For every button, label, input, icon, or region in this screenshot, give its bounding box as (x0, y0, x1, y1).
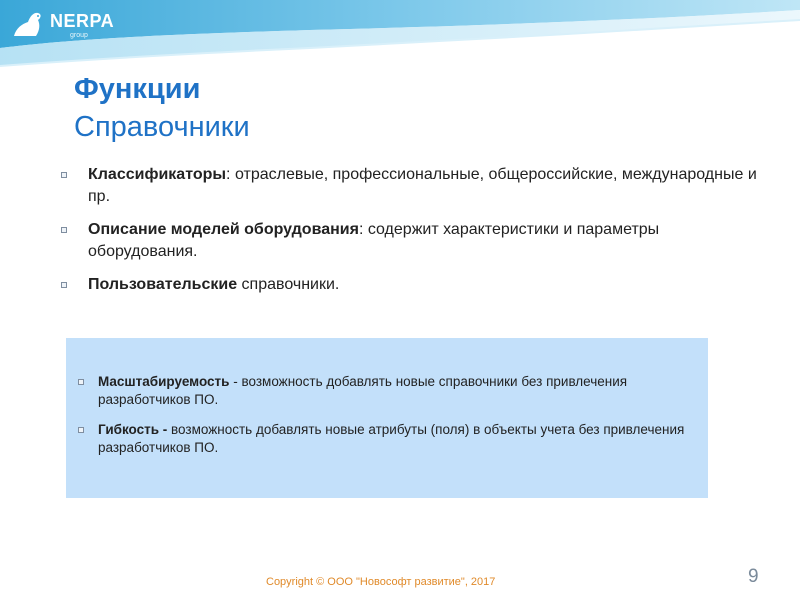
list-item-text: : отраслевые, профессиональные, общероссийские, международные и пр. (88, 166, 757, 205)
header-wave (0, 0, 800, 70)
bullet-icon (61, 227, 67, 233)
nerpa-logo (10, 8, 115, 40)
slide-subtitle: Справочники (74, 111, 250, 143)
list-item (58, 274, 758, 296)
list-item-bold: Пользовательские (88, 276, 238, 293)
slide-title: Функции (74, 73, 201, 105)
bullet-icon (78, 379, 84, 385)
list-item-text: - возможность добавлять новые справочники без привлечения разработчиков ПО. (98, 374, 628, 407)
list-item (76, 421, 696, 457)
highlight-list (76, 373, 696, 469)
seal-icon (10, 8, 48, 40)
list-item (58, 164, 758, 208)
list-item-bold: Масштабируемость (98, 374, 230, 389)
copyright-footer: Copyright © ООО "Новософт развитие", 2017 (266, 576, 496, 588)
bullet-icon (61, 282, 67, 288)
list-item (76, 373, 696, 409)
highlight-box (66, 338, 708, 498)
logo-subtext: group (70, 32, 88, 39)
bullet-icon (61, 172, 67, 178)
page-number: 9 (748, 566, 759, 587)
header-banner (0, 0, 800, 70)
list-item (58, 219, 758, 263)
logo-text: NERPA (50, 11, 115, 31)
list-item-text: : содержит характеристики и параметры оборудования. (88, 221, 660, 260)
bullet-icon (78, 427, 84, 433)
list-item-bold: Описание моделей оборудования (88, 221, 359, 238)
list-item-text: справочники. (237, 276, 340, 293)
list-item-bold: Гибкость - (98, 422, 168, 437)
list-item-bold: Классификаторы (88, 166, 227, 183)
feature-list (58, 164, 758, 307)
list-item-text: возможность добавлять новые атрибуты (поля) в объекты учета без привлечения разработчиков ПО. (98, 422, 685, 455)
